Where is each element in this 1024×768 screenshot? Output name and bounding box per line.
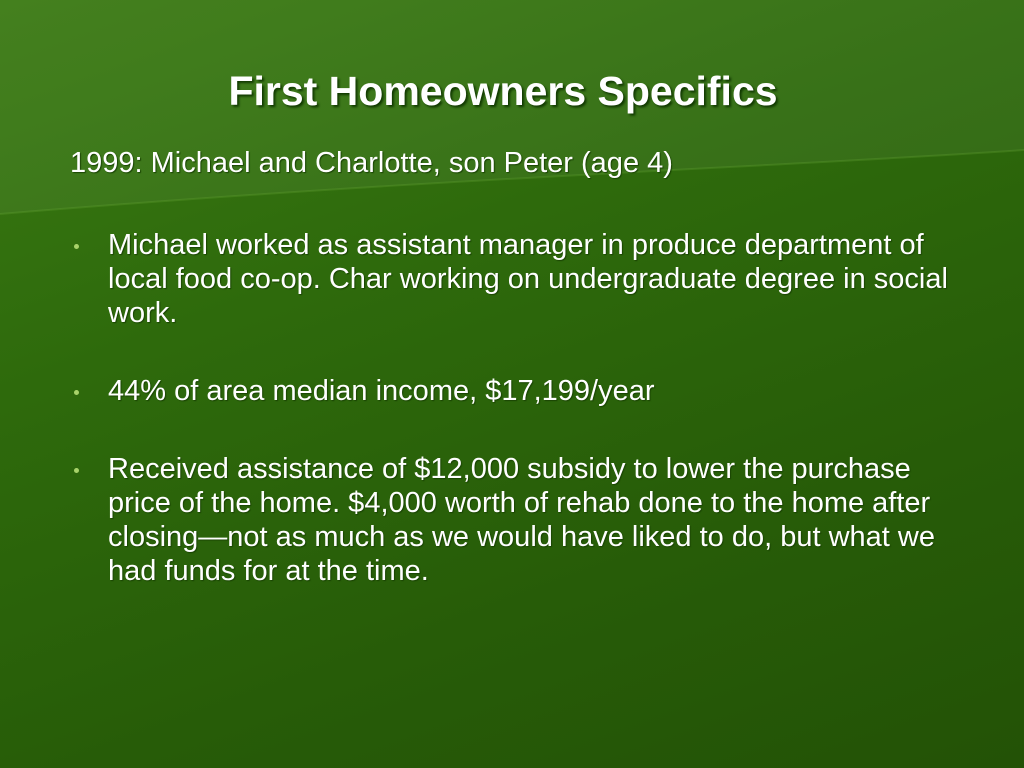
bullet-item (70, 452, 980, 588)
slide-subtitle: 1999: Michael and Charlotte, son Peter (age 4) (70, 147, 673, 179)
bullet-dot-icon (74, 244, 79, 249)
bullet-dot-icon (74, 390, 79, 395)
bullet-dot-icon (74, 468, 79, 473)
slide-title: First Homeowners Specifics (228, 68, 778, 114)
bullet-item (70, 374, 980, 408)
bullet-text: Michael worked as assistant manager in produce department of local food co-op. Char working on undergraduate degree in social work. (108, 229, 948, 329)
bullet-text: Received assistance of $12,000 subsidy to lower the purchase price of the home. $4,000 worth of rehab done to the home after closing—not as much as we would have liked to do, but what we had funds for at the time. (108, 453, 935, 587)
bullet-item (70, 228, 980, 330)
bullet-text: 44% of area median income, $17,199/year (108, 375, 655, 407)
bullet-list (70, 228, 980, 588)
